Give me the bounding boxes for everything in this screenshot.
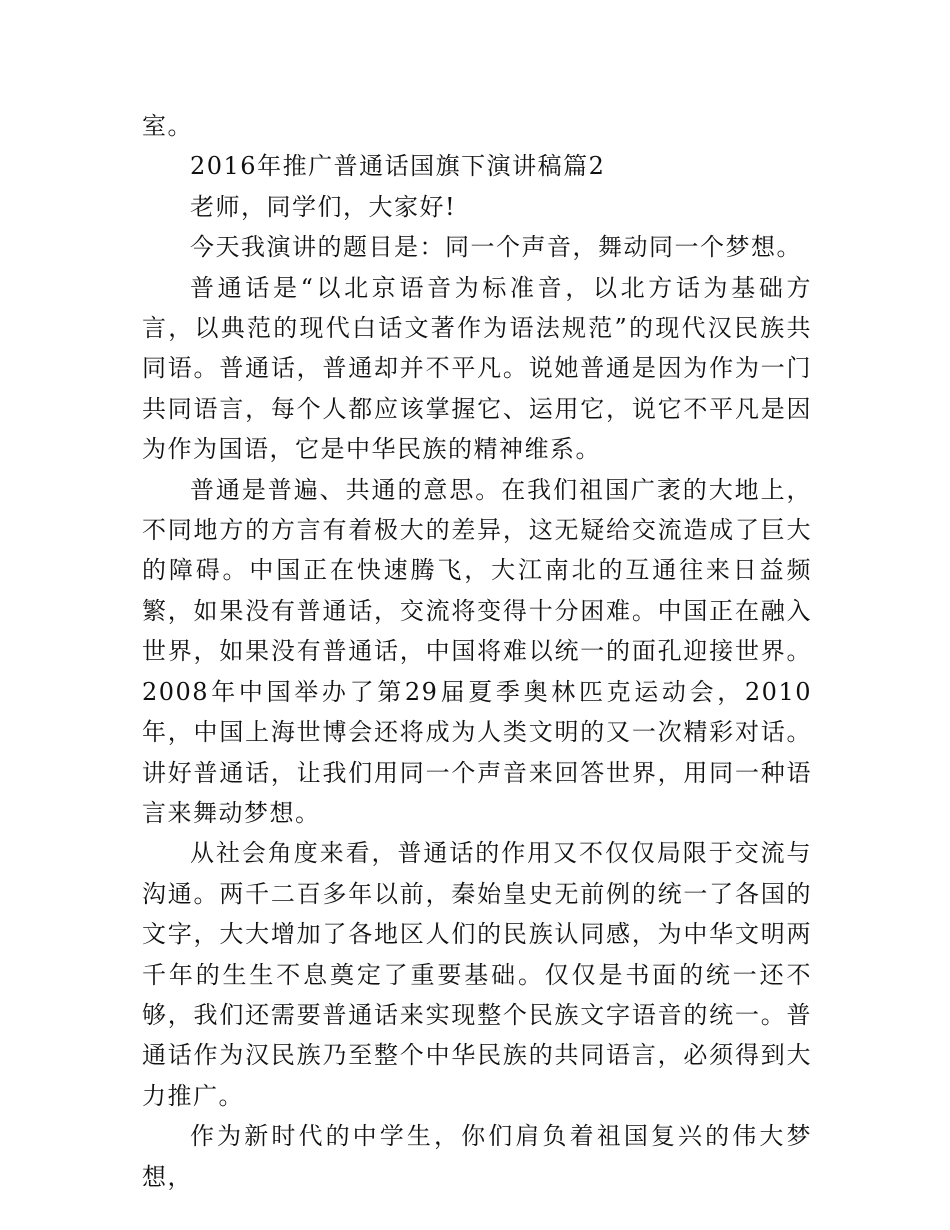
greeting-paragraph: 老师，同学们，大家好! — [190, 192, 457, 221]
body-paragraph: 普通是普遍、共通的意思。在我们祖国广袤的大地上，不同地方的方言有着极大的差异，这无疑给交流造成了巨大的障碍。中国正在快速腾飞，大江南北的互通往来日益频繁，如果没有普通话，交流将变得十分困难。中国正在融入世界，如果没有普通话，中国将难以统一的面孔迎接世界。2008年中国举办了第29届夏季奥林匹克运动会，2010年，中国上海世博会还将成为人类文明的又一次精彩对话。讲好普通话，让我们用同一个声音来回答世界，用同一种语言来舞动梦想。 — [142, 475, 812, 827]
topic-paragraph: 今天我演讲的题目是：同一个声音，舞动同一个梦想。 — [190, 233, 802, 262]
body-paragraph: 作为新时代的中学生，你们肩负着祖国复兴的伟大梦想， — [142, 1122, 812, 1191]
document-body — [142, 106, 812, 1197]
body-paragraph: 从社会角度来看，普通话的作用又不仅仅局限于交流与沟通。两千二百多年以前，秦始皇史无前例的统一了各国的文字，大大增加了各地区人们的民族认同感，为中华文明两千年的生生不息奠定了重要基础。仅仅是书面的统一还不够，我们还需要普通话来实现整个民族文字语音的统一。普通话作为汉民族乃至整个中华民族的共同语言，必须得到大力推广。 — [142, 839, 812, 1110]
body-paragraph: 普通话是“以北京语音为标准音，以北方话为基础方言，以典范的现代白话文著作为语法规范”的现代汉民族共同语。普通话，普通却并不平凡。说她普通是因为作为一门共同语言，每个人都应该掌握它、运用它，说它不平凡是因为作为国语，它是中华民族的精神维系。 — [142, 273, 812, 464]
paragraph-continuation: 室。 — [142, 112, 193, 140]
section-heading: 2016年推广普通话国旗下演讲稿篇2 — [190, 152, 606, 181]
